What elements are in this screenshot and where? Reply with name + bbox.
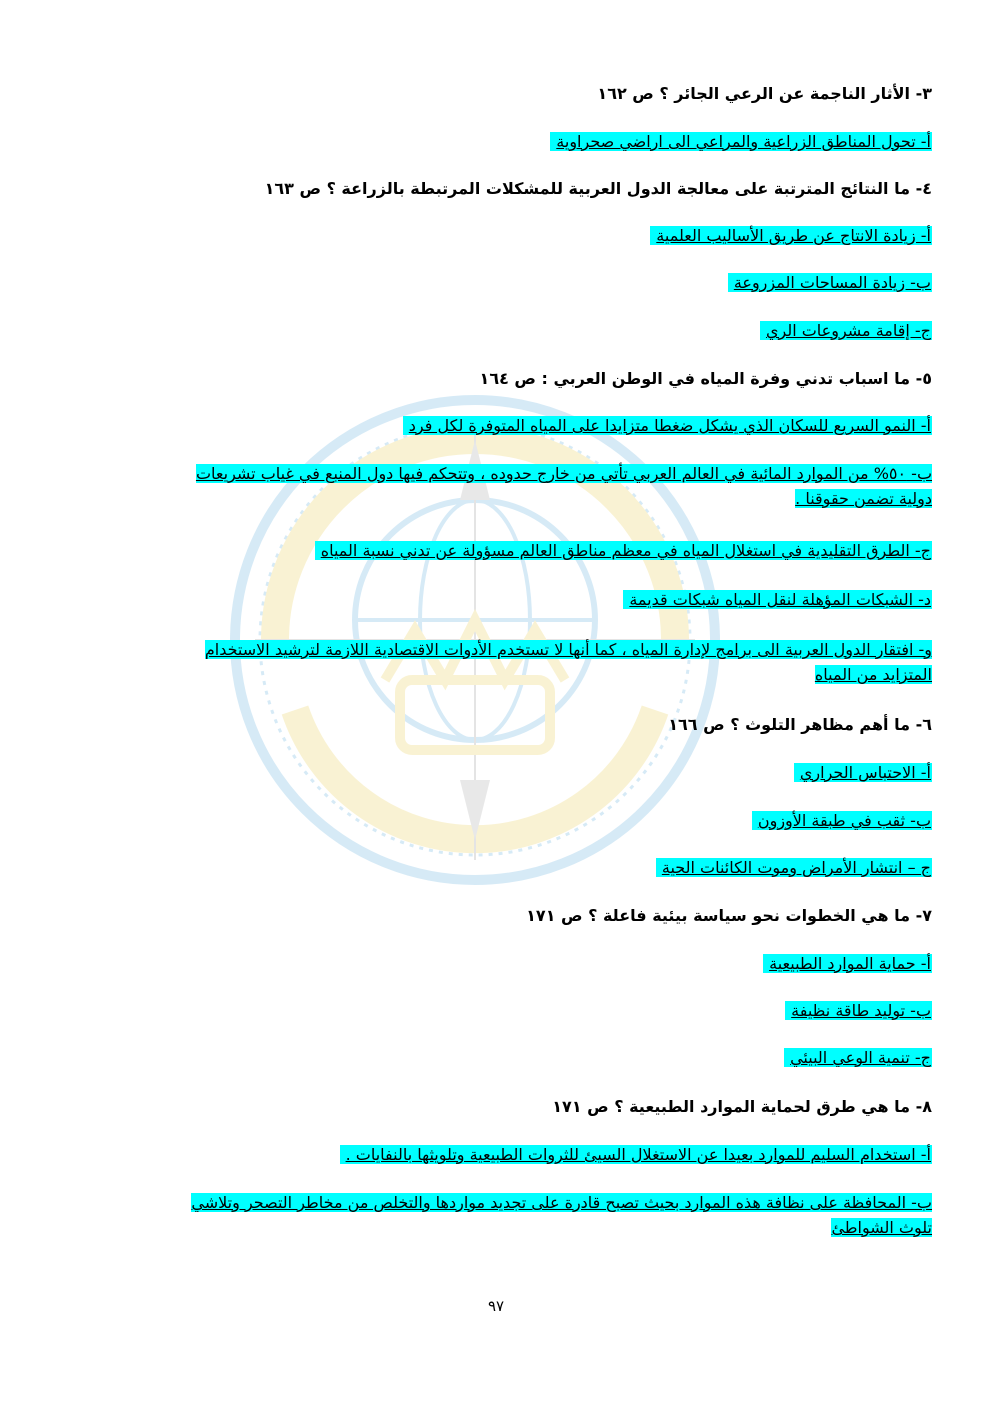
answer-6b: ب- ثقب في طبقة الأوزون <box>752 810 932 832</box>
answer-6a: أ- الاحتباس الحراري <box>794 762 932 784</box>
answer-5e: و- افتقار الدول العربية الى برامج لإدارة المياه ، كما أنها لا تستخدم الأدوات الاقتصادية اللازمة لترشيد الاستخدام المتزايد من المياه <box>204 640 932 684</box>
answer-5d: د- الشبكات المؤهلة لنقل المياه شبكات قديمة <box>623 589 932 611</box>
question-4: ٤- ما النتائج المترتبة على معالجة الدول العربية للمشكلات المرتبطة بالزراعة ؟ ص ١٦٣ <box>264 179 932 198</box>
answer-7b: ب- توليد طاقة نظيفة <box>785 1000 932 1022</box>
question-8: ٨- ما هي طرق لحماية الموارد الطبيعية ؟ ص ١٧١ <box>552 1097 932 1116</box>
answer-4c: ج- إقامة مشروعات الري <box>760 320 932 342</box>
answer-8b: ب- المحافظة على نظافة هذه الموارد بحيث تصبح قادرة على تجديد مواردها والتخلص من مخاطر التصحر وتلاشي تلوث الشواطئ <box>191 1193 932 1237</box>
answer-4a: أ- زيادة الانتاج عن طريق الأساليب العلمية <box>650 225 932 247</box>
question-5: ٥- ما اسباب تدني وفرة المياه في الوطن العربي : ص ١٦٤ <box>479 369 932 388</box>
question-3: ٣- الأثار الناجمة عن الرعي الجائر ؟ ص ١٦٢ <box>597 84 932 103</box>
answer-5a: أ- النمو السريع للسكان الذي يشكل ضغطا متزايدا على المياه المتوفرة لكل فرد <box>403 415 932 437</box>
answer-5b: ب- ٥٠% من الموارد المائية في العالم العربي تأتي من خارج حدوده ، وتتحكم فيها دول المنبع في غياب تشريعات دولية تضمن حقوقنا . <box>195 464 932 508</box>
page-number: ٩٧ <box>487 1297 505 1315</box>
answer-3a: أ- تحول المناطق الزراعية والمراعي الى اراضي صحراوية <box>550 131 932 153</box>
answer-8a: أ- استخدام السليم للموارد بعيدا عن الاستغلال السيئ للثروات الطبيعية وتلويثها بالنفايات . <box>340 1144 932 1166</box>
question-6: ٦- ما أهم مظاهر التلوث ؟ ص ١٦٦ <box>668 715 932 734</box>
answer-6c: ج – انتشار الأمراض وموت الكائنات الحية <box>656 857 932 879</box>
answer-7a: أ- حماية الموارد الطبيعية <box>763 953 932 975</box>
answer-4b: ب- زيادة المساحات المزروعة <box>728 272 932 294</box>
answer-5c: ج- الطرق التقليدية في استغلال المياه في معظم مناطق العالم مسؤولة عن تدني نسبة المياه <box>315 540 932 562</box>
answer-7c: ج- تنمية الوعي البيئي <box>784 1047 932 1069</box>
question-7: ٧- ما هي الخطوات نحو سياسة بيئية فاعلة ؟ ص ١٧١ <box>526 906 932 925</box>
